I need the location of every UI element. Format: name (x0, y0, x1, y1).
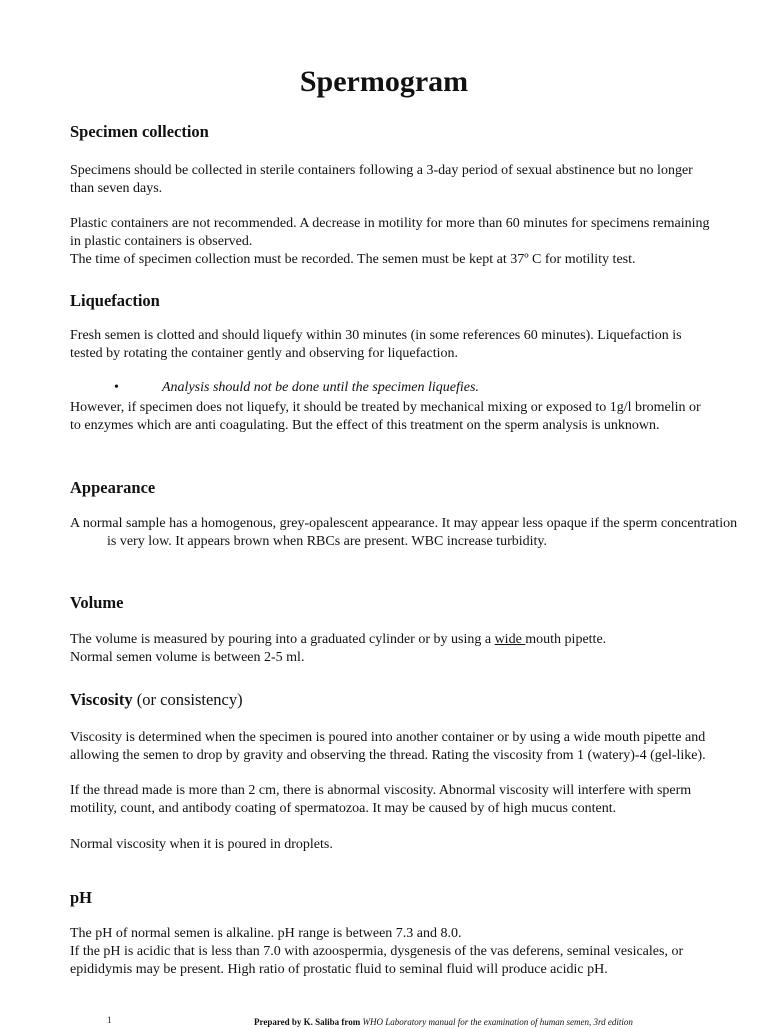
collection-paragraph-3: The time of specimen collection must be recorded. The semen must be kept at 37º C for motility test. (70, 252, 636, 267)
page-number: 1 (107, 1015, 112, 1025)
liquefaction-paragraph-1: Fresh semen is clotted and should liquefy within 30 minutes (in some references 60 minutes). Liquefaction is tested by rotating the container gently and observing for liquefaction. (70, 328, 682, 361)
footer-credit-prefix: Prepared by K. Saliba from (254, 1017, 363, 1027)
footer-credit-source: WHO Laboratory manual for the examination of human semen, 3rd edition (362, 1017, 633, 1027)
viscosity-paragraph-3: Normal viscosity when it is poured in droplets. (70, 837, 333, 852)
ph-paragraph-1: The pH of normal semen is alkaline. pH range is between 7.3 and 8.0. (70, 926, 462, 941)
liquefaction-paragraph-2: However, if specimen does not liquefy, it should be treated by mechanical mixing or exposed to 1g/l bromelin or to enzymes which are anti coagulating. But the effect of this treatment on the sperm analysis is unknown. (70, 400, 701, 433)
heading-liquefaction: Liquefaction (70, 291, 160, 310)
volume-paragraph (70, 631, 710, 667)
viscosity-paragraph-2: If the thread made is more than 2 cm, there is abnormal viscosity. Abnormal viscosity will interfere with sperm motility, count, and antibody coating of spermatozoa. It may be caused by of high mucus content. (70, 783, 692, 816)
bullet-text: Analysis should not be done until the specimen liquefies. (162, 380, 479, 395)
heading-viscosity (70, 689, 243, 711)
volume-text-underlined: wide (494, 632, 526, 647)
collection-paragraph-1: Specimens should be collected in sterile containers following a 3-day period of sexual abstinence but no longer than seven days. (70, 163, 693, 196)
heading-appearance: Appearance (70, 478, 156, 497)
appearance-paragraph: A normal sample has a homogenous, grey-opalescent appearance. It may appear less opaque if the sperm concentration is very low. It appears brown when RBCs are present. WBC increase turbidity. (70, 516, 738, 549)
viscosity-heading-suffix: (or consistency) (132, 690, 243, 709)
bullet-mark: • (114, 380, 119, 395)
collection-paragraph-2: Plastic containers are not recommended. A decrease in motility for more than 60 minutes for specimens remaining in plastic containers is observed. (70, 216, 710, 249)
heading-ph: pH (70, 888, 93, 907)
liquefaction-bullet (114, 379, 479, 397)
page-footer (0, 1014, 768, 1027)
footer-credit (254, 1016, 633, 1028)
volume-text-end: mouth pipette. (525, 632, 607, 647)
ph-paragraph-2: If the pH is acidic that is less than 7.0 with azoospermia, dysgenesis of the vas deferens, seminal vesicales, or epididymis may be present. High ratio of prostatic fluid to seminal fluid will produce acidic pH. (70, 944, 684, 977)
document-title: Spermogram (299, 65, 469, 98)
heading-specimen-collection: Specimen collection (70, 122, 209, 141)
volume-text-start: The volume is measured by pouring into a graduated cylinder or by using a (70, 632, 495, 647)
viscosity-paragraph-1: Viscosity is determined when the specimen is poured into another container or by using a wide mouth pipette and allowing the semen to drop by gravity and observing the thread. Rating the viscosity from 1 (watery)-4 (gel-like). (70, 730, 706, 763)
viscosity-heading-main: Viscosity (70, 690, 133, 709)
volume-text-line2: Normal semen volume is between 2-5 ml. (70, 649, 305, 665)
heading-volume: Volume (70, 593, 124, 612)
